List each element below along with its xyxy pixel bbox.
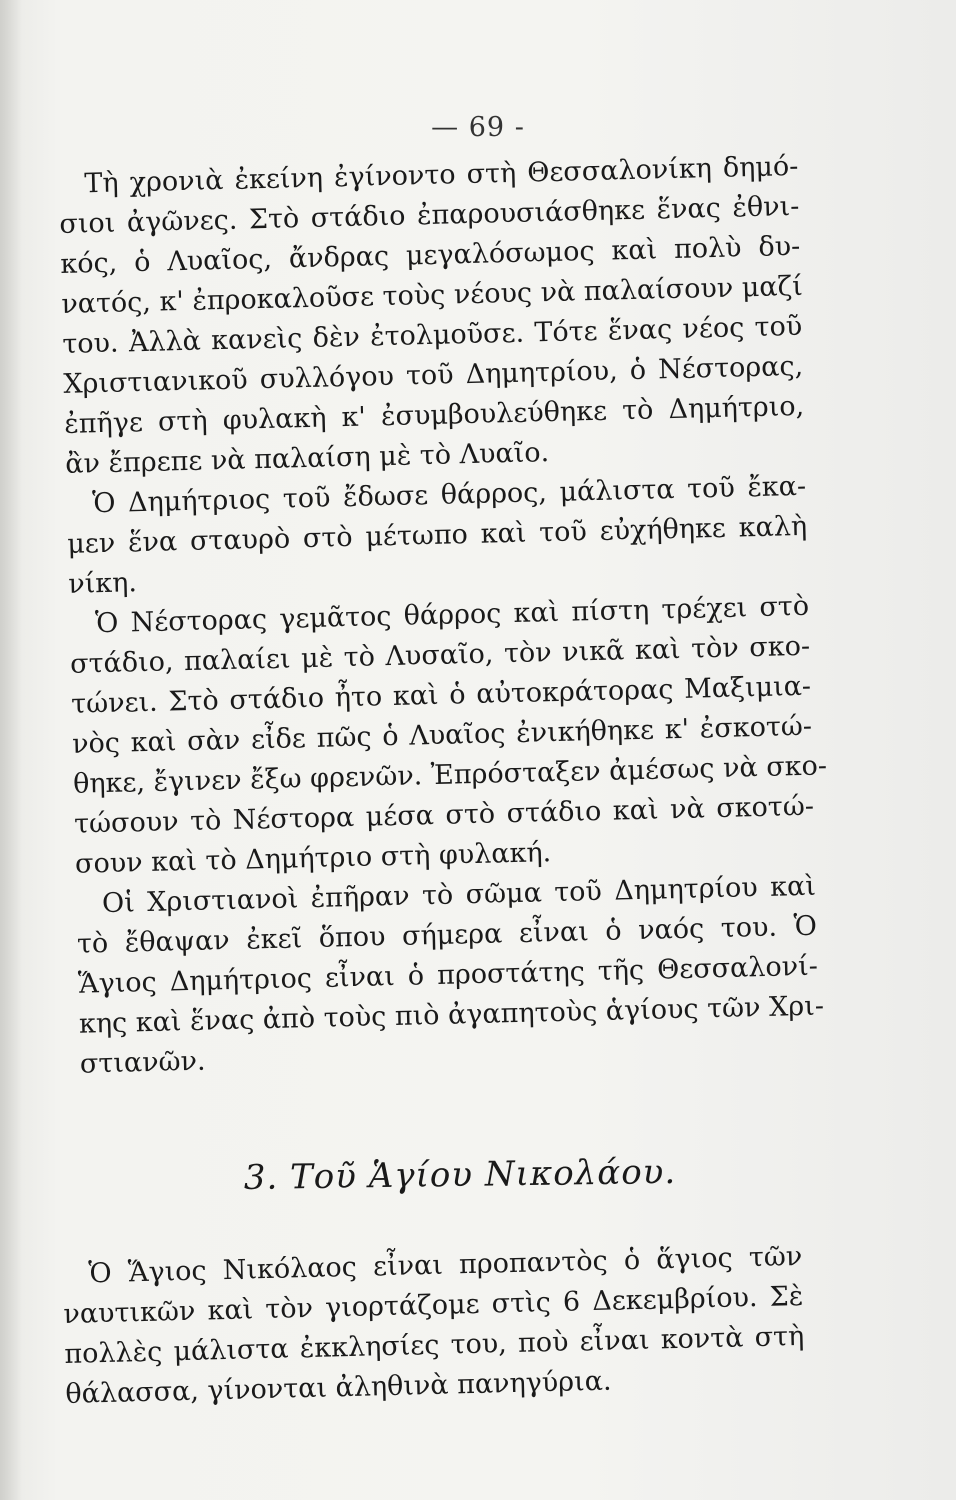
text-line: μεν ἕνα σταυρὸ στὸ μέτωπο καὶ τοῦ εὐχήθηκε καλὴ — [66, 510, 808, 560]
section-heading: 3. Τοῦ Ἁγίου Νικολάου. — [243, 1151, 677, 1199]
text-line: τώσουν τὸ Νέστορα μέσα στὸ στάδιο καὶ νὰ σκοτώ- — [73, 790, 815, 840]
text-line: Ἅγιος Δημήτριος εἶναι ὁ προστάτης τῆς Θεσσαλονί- — [77, 950, 819, 1000]
text-line: ναυτικῶν καὶ τὸν γιορτάζομε στὶς 6 Δεκεμβρίου. Σὲ — [63, 1280, 804, 1330]
section-text — [62, 1237, 806, 1415]
binding-shadow — [0, 0, 22, 1500]
text-line: θάλασσα, γίνονται ἀληθινὰ πανηγύρια. — [65, 1365, 612, 1410]
text-line: του. Ἀλλὰ κανεὶς δὲν ἐτολμοῦσε. Τότε ἕνας νέος τοῦ — [62, 310, 803, 360]
text-line: Τὴ χρονιὰ ἐκείνη ἐγίνοντο στὴ Θεσσαλονίκη δημό- — [84, 150, 799, 200]
text-line: Χριστιανικοῦ συλλόγου τοῦ Δημητρίου, ὁ Νέστορας, — [62, 350, 804, 400]
text-line: τώνει. Στὸ στάδιο ἦτο καὶ ὁ αὐτοκράτορας Μαξιμια- — [70, 670, 812, 720]
text-line: κης καὶ ἕνας ἀπὸ τοὺς πιὸ ἀγαπητοὺς ἁγίους τῶν Χρι- — [78, 990, 825, 1040]
text-line: στιανῶν. — [79, 1045, 206, 1080]
text-line: νατός, κ' ἐπροκαλοῦσε τοὺς νέους νὰ παλαίσουν μαζί — [61, 270, 804, 320]
text-line: σουν καὶ τὸ Δημήτριο στὴ φυλακή. — [74, 837, 552, 880]
text-line: ἂν ἔπρεπε νὰ παλαίση μὲ τὸ Λυαῖο. — [64, 437, 550, 480]
text-line: Ὁ Νέστορας γεμᾶτος θάρρος καὶ πίστη τρέχει στὸ — [94, 590, 810, 640]
text-line: σιοι ἀγῶνες. Στὸ στάδιο ἐπαρουσιάσθηκε ἕνας ἐθνι- — [59, 190, 800, 240]
text-line: θηκε, ἔγινεν ἔξω φρενῶν. Ἐπρόσταξεν ἀμέσως νὰ σκο- — [72, 750, 828, 800]
text-line: Ὁ Δημήτριος τοῦ ἔδωσε θάρρος, μάλιστα τοῦ ἔκα- — [91, 470, 807, 520]
text-line: κός, ὁ Λυαῖος, ἄνδρας μεγαλόσωμος καὶ πολὺ δυ- — [60, 230, 801, 280]
text-line: νίκη. — [67, 567, 138, 600]
text-line: Οἱ Χριστιανοὶ ἐπῆραν τὸ σῶμα τοῦ Δημητρίου καὶ — [101, 870, 817, 920]
text-line: τὸ ἔθαψαν ἐκεῖ ὅπου σήμερα εἶναι ὁ ναός του. Ὁ — [76, 910, 818, 960]
body-text — [58, 147, 828, 1085]
text-line: Ὁ Ἅγιος Νικόλαος εἶναι προπαντὸς ὁ ἅγιος τῶν — [88, 1240, 803, 1290]
page-number: — 69 - — [431, 112, 525, 143]
text-line: ἐπῆγε στὴ φυλακὴ κ' ἐσυμβουλεύθηκε τὸ Δημήτριο, — [63, 390, 805, 440]
text-line: πολλὲς μάλιστα ἐκκλησίες του, ποὺ εἶναι κοντὰ στὴ — [64, 1320, 805, 1370]
text-line: νὸς καὶ σὰν εἶδε πῶς ὁ Λυαῖος ἐνικήθηκε κ' ἐσκοτώ- — [71, 710, 813, 760]
text-line: στάδιο, παλαίει μὲ τὸ Λυσαῖο, τὸν νικᾶ καὶ τὸν σκο- — [69, 630, 811, 680]
